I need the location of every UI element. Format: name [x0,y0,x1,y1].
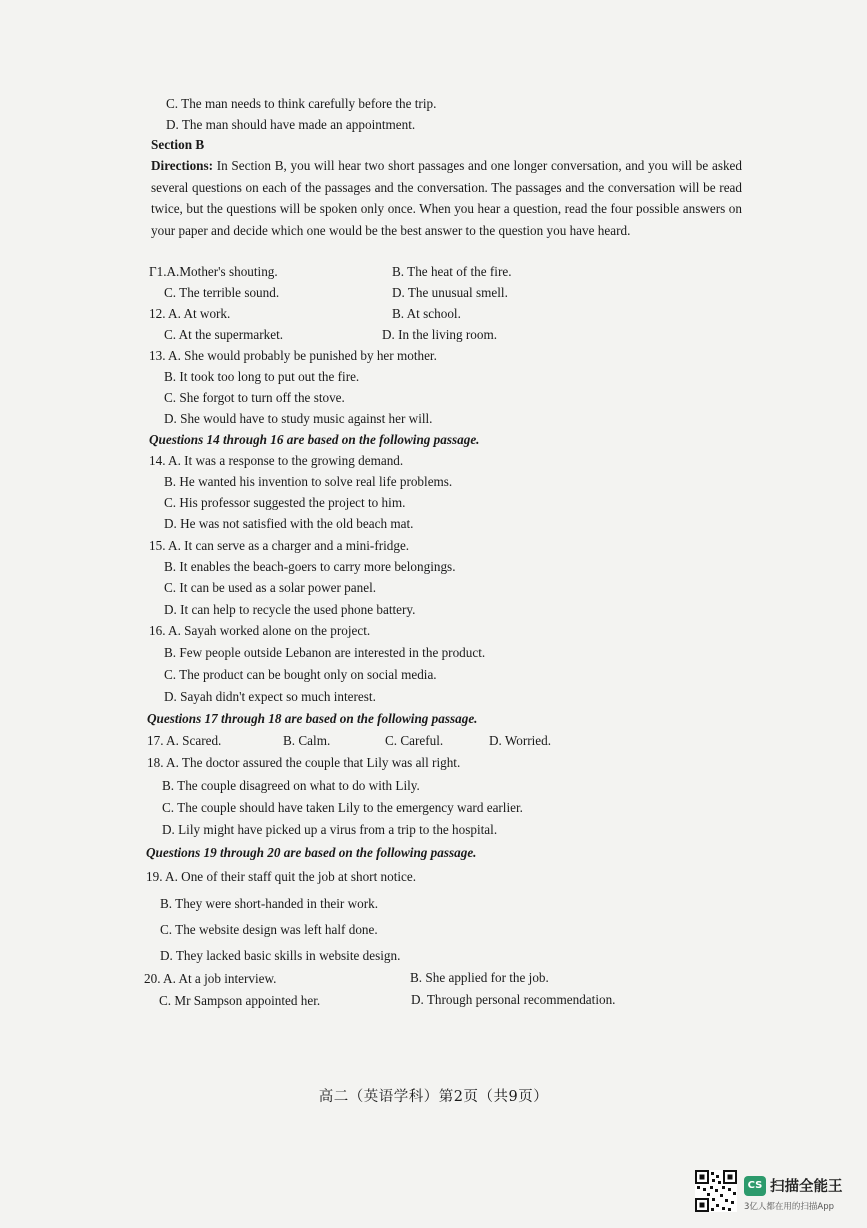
option-text: 19. A. One of their staff quit the job at short notice. [146,869,417,884]
camscanner-logo-icon: CS [744,1176,766,1196]
option-text: D. She would have to study music against her will. [164,411,433,426]
option-text: 13. A. She would probably be punished by her mother. [149,348,437,363]
option-text: 17. A. Scared. [147,733,222,748]
option-text: D. Through personal recommendation. [411,992,616,1007]
option-text: C. The website design was left half done. [160,922,378,937]
option-text: 18. A. The doctor assured the couple that Lily was all right. [147,755,461,770]
option-text: D. It can help to recycle the used phone battery. [164,602,416,617]
qr-code-icon [695,1170,737,1212]
option-text: D. They lacked basic skills in website design. [160,948,401,963]
option-text: B. It took too long to put out the fire. [164,369,360,384]
option-text: C. The couple should have taken Lily to the emergency ward earlier. [162,800,523,815]
option-text: D. The unusual smell. [392,285,508,300]
option-text: D. Lily might have picked up a virus from a trip to the hospital. [162,822,498,837]
option-text: D. Worried. [489,733,552,748]
option-text: D. He was not satisfied with the old beach mat. [164,516,414,531]
passage-heading: Questions 17 through 18 are based on the following passage. [147,711,478,726]
passage-heading: Questions 14 through 16 are based on the following passage. [149,432,480,447]
directions-label: Directions: [151,158,214,173]
option-text: C. His professor suggested the project to him. [164,495,406,510]
option-text: 14. A. It was a response to the growing demand. [149,453,404,468]
option-text: D. In the living room. [382,327,498,342]
page-footer: 高二（英语学科）第2页（共9页） [318,1089,549,1105]
directions-paragraph [151,155,742,241]
option-text: B. He wanted his invention to solve real life problems. [164,474,453,489]
option-text: C. It can be used as a solar power panel. [164,580,377,595]
option-text: B. It enables the beach-goers to carry more belongings. [164,559,456,574]
option-text: 15. A. It can serve as a charger and a mini-fridge. [149,538,410,553]
directions-text: In Section B, you will hear two short passages and one longer conversation, and you will be asked several questions on each of the passages and the conversation. The passages and the conversation will be read twice, but the questions will be spoken only once. When you hear a question, read the four possible answers on your paper and decide which one would be the best answer to the question you have heard. [151,158,742,238]
scanner-tagline: 3亿人都在用的扫描App [744,1202,835,1212]
section-title: Section B [151,137,205,152]
option-text: 20. A. At a job interview. [144,971,277,986]
option-text: 16. A. Sayah worked alone on the project. [149,623,371,638]
option-text: 12. A. At work. [149,306,231,321]
option-text: C. She forgot to turn off the stove. [164,390,345,405]
option-text: C. At the supermarket. [164,327,284,342]
option-text: C. The product can be bought only on social media. [164,667,437,682]
option-text: D. Sayah didn't expect so much interest. [164,689,376,704]
option-text: C. The terrible sound. [164,285,280,300]
option-text: B. Few people outside Lebanon are interested in the product. [164,645,486,660]
option-text: D. The man should have made an appointment. [166,117,416,132]
option-text: B. The heat of the fire. [392,264,512,279]
scanner-app-name: 扫描全能王 [770,1179,843,1195]
passage-heading: Questions 19 through 20 are based on the following passage. [146,845,477,860]
option-text: C. Careful. [385,733,444,748]
option-text: Γ1.A.Mother's shouting. [149,264,278,279]
option-text: B. Calm. [283,733,331,748]
option-text: B. They were short-handed in their work. [160,896,379,911]
option-text: C. The man needs to think carefully before the trip. [166,96,437,111]
option-text: B. She applied for the job. [410,970,549,985]
option-text: C. Mr Sampson appointed her. [159,993,321,1008]
option-text: B. The couple disagreed on what to do with Lily. [162,778,420,793]
option-text: B. At school. [392,306,461,321]
